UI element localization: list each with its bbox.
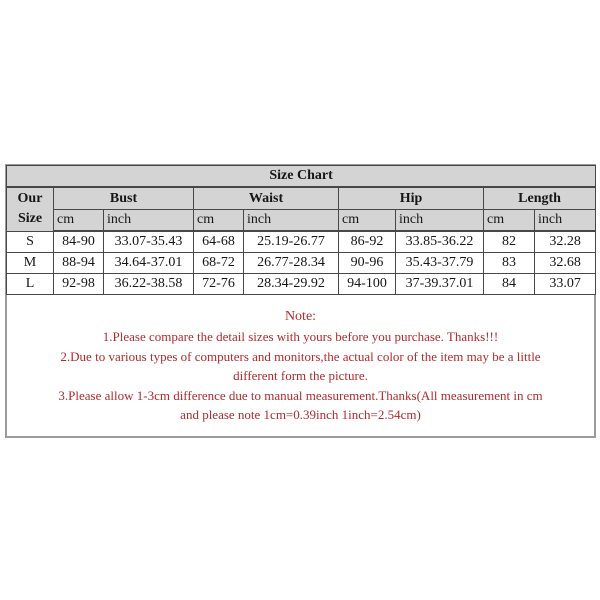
title-row — [7, 166, 596, 188]
length-inch-header: inch — [535, 210, 596, 232]
table-cell: 26.77-28.34 — [244, 253, 339, 274]
header-waist: Waist — [194, 187, 339, 210]
unit-header-row — [7, 210, 596, 232]
table-cell: 33.07-35.43 — [104, 231, 194, 253]
header-bust: Bust — [54, 187, 194, 210]
table-cell: 90-96 — [339, 253, 396, 274]
table-cell: 86-92 — [339, 231, 396, 253]
note-line-2a: 2.Due to various types of computers and monitors,the actual color of the item may be a little — [60, 348, 541, 364]
table-cell: 37-39.37.01 — [396, 274, 484, 295]
our-size-header-line1: Our — [17, 191, 43, 207]
table-cell: 33.85-36.22 — [396, 231, 484, 253]
table-cell: 84-90 — [54, 231, 104, 253]
size-chart-title: Size Chart — [7, 166, 596, 188]
table-cell: 32.28 — [535, 231, 596, 253]
table-cell: 28.34-29.92 — [244, 274, 339, 295]
table-cell: 72-76 — [194, 274, 244, 295]
note-line-3a: 3.Please allow 1-3cm difference due to manual measurement.Thanks(All measurement in cm — [58, 387, 543, 403]
table-cell: 33.07 — [535, 274, 596, 295]
table-row-m — [7, 253, 596, 274]
note-line-2b: different form the picture. — [233, 368, 368, 383]
notes-heading: Note: — [284, 309, 317, 324]
table-cell: 34.64-37.01 — [104, 253, 194, 274]
table-cell: 35.43-37.79 — [396, 253, 484, 274]
size-chart-table — [6, 165, 596, 295]
size-label-cell: M — [7, 253, 54, 274]
waist-inch-header: inch — [244, 210, 339, 232]
table-cell: 25.19-26.77 — [244, 231, 339, 253]
size-label-cell: S — [7, 231, 54, 253]
group-header-row — [7, 187, 596, 210]
notes-section — [7, 295, 594, 425]
our-size-header-cell — [7, 187, 54, 231]
table-cell: 82 — [484, 231, 535, 253]
note-line-3b: and please note 1cm=0.39inch 1inch=2.54cm) — [180, 407, 421, 422]
bust-inch-header: inch — [104, 210, 194, 232]
table-cell: 83 — [484, 253, 535, 274]
note-line-1: 1.Please compare the detail sizes with yours before you purchase. Thanks!!! — [102, 329, 499, 344]
bust-cm-header: cm — [54, 210, 104, 232]
table-cell: 92-98 — [54, 274, 104, 295]
hip-inch-header: inch — [396, 210, 484, 232]
table-cell: 88-94 — [54, 253, 104, 274]
table-row-l — [7, 274, 596, 295]
header-hip: Hip — [339, 187, 484, 210]
table-cell: 84 — [484, 274, 535, 295]
our-size-header-line2: Size — [17, 211, 43, 227]
waist-cm-header: cm — [194, 210, 244, 232]
length-cm-header: cm — [484, 210, 535, 232]
table-cell: 32.68 — [535, 253, 596, 274]
table-cell: 68-72 — [194, 253, 244, 274]
size-label-cell: L — [7, 274, 54, 295]
table-cell: 36.22-38.58 — [104, 274, 194, 295]
hip-cm-header: cm — [339, 210, 396, 232]
table-row-s — [7, 231, 596, 253]
size-chart-panel — [5, 164, 596, 438]
header-length: Length — [484, 187, 596, 210]
table-cell: 64-68 — [194, 231, 244, 253]
table-cell: 94-100 — [339, 274, 396, 295]
